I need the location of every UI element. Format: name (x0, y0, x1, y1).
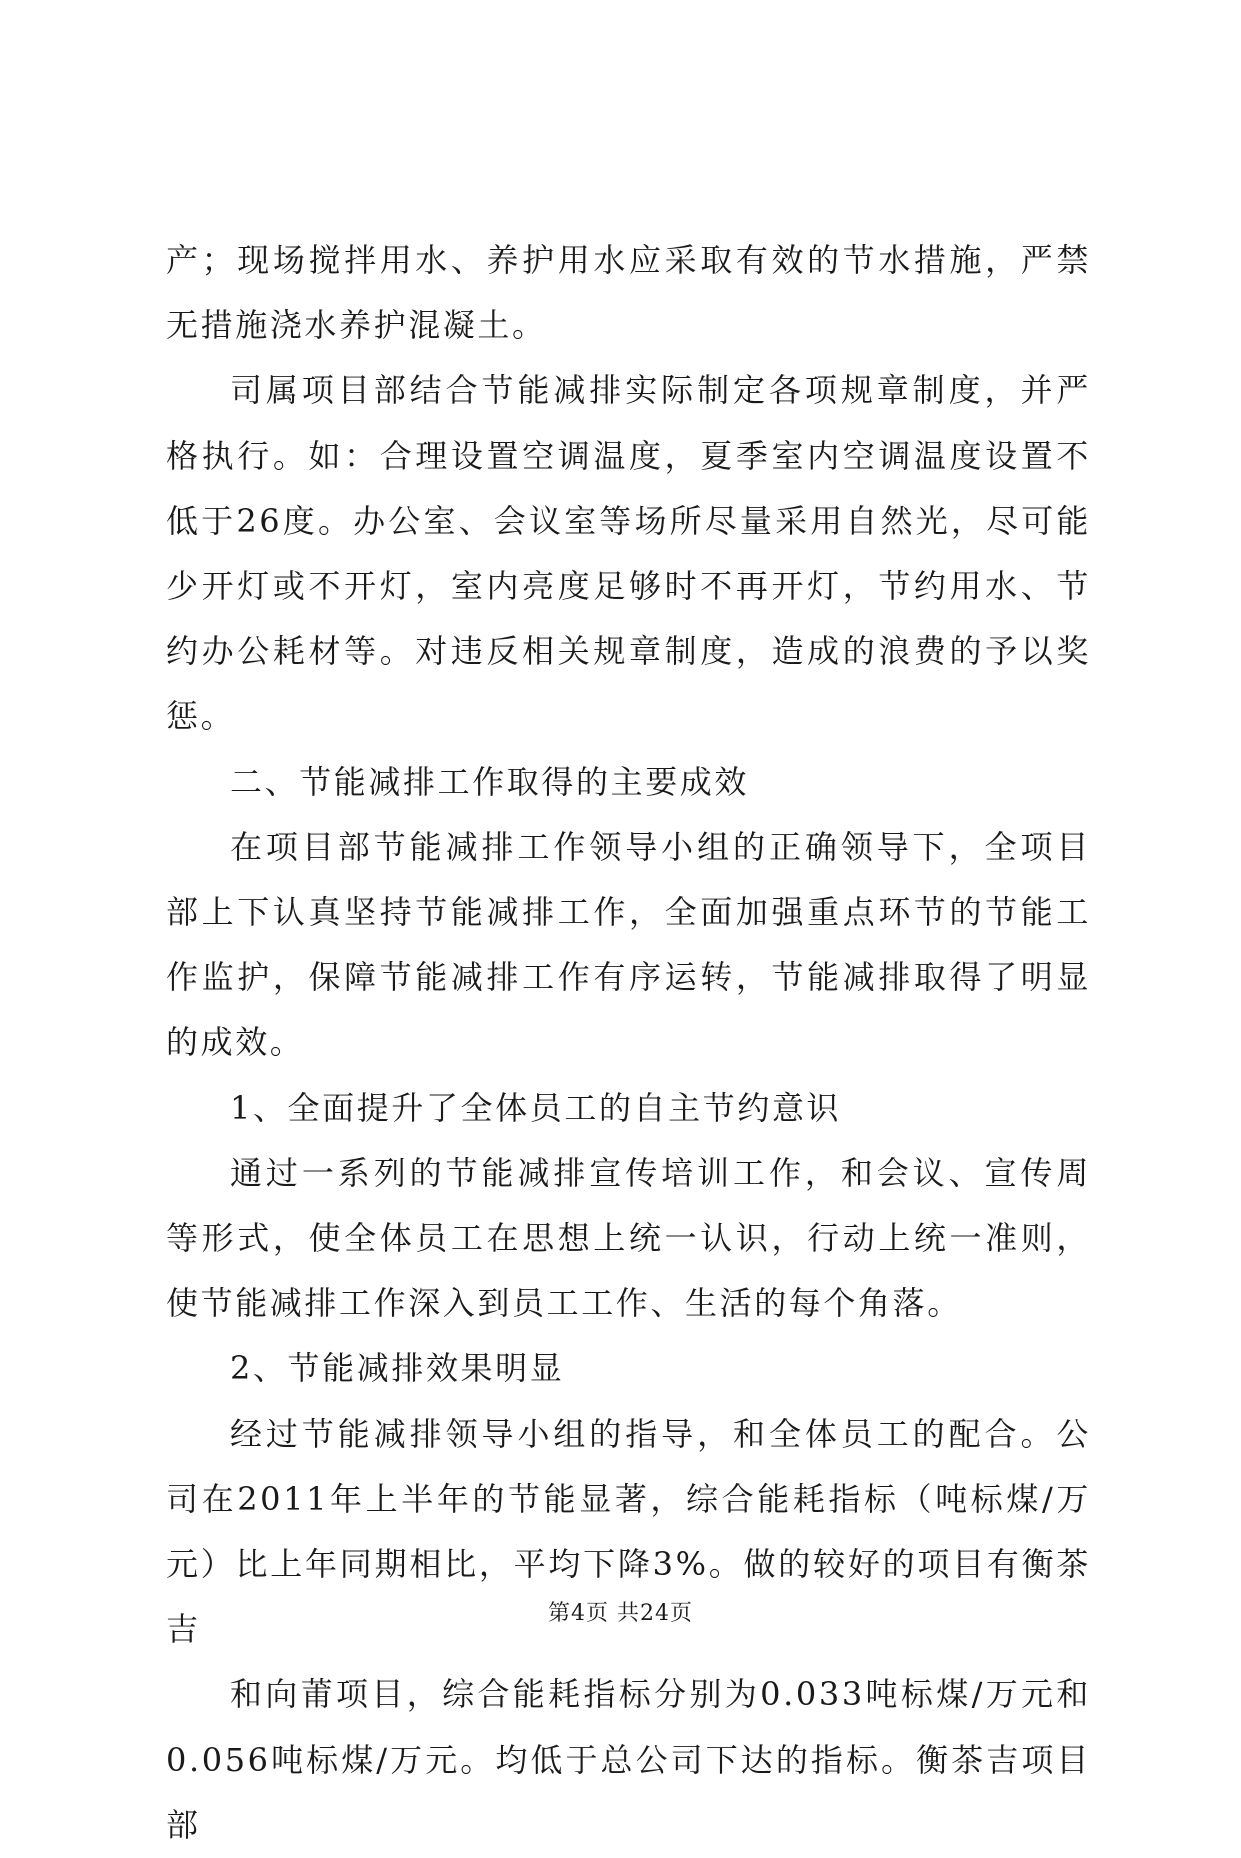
subheading-effect: 2、节能减排效果明显 (230, 1349, 565, 1388)
subheading-awareness: 1、全面提升了全体员工的自主节约意识 (230, 1088, 842, 1127)
paragraph-project-indicators: 和向莆项目，综合能耗指标分别为0.033吨标煤/万元和0.056吨标煤/万元。均低于总公司下达的指标。衡茶吉项目部 (166, 1675, 1091, 1844)
paragraph-continuation: 产；现场搅拌用水、养护用水应采取有效的节水措施，严禁无措施浇水养护混凝土。 (166, 241, 1091, 345)
paragraph-leadership: 在项目部节能减排工作领导小组的正确领导下，全项目部上下认真坚持节能减排工作，全面加强重点环节的节能工作监护，保障节能减排工作有序运转，节能减排取得了明显的成效。 (166, 827, 1091, 1062)
page-number-footer: 第4页 共24页 (548, 1601, 693, 1626)
paragraph-energy-stats: 经过节能减排领导小组的指导，和全体员工的配合。公司在2011年上半年的节能显著，综合能耗指标（吨标煤/万元）比上年同期相比，平均下降3%。做的较好的项目有衡茶吉 (166, 1414, 1091, 1649)
paragraph-training: 通过一系列的节能减排宣传培训工作，和会议、宣传周等形式，使全体员工在思想上统一认识，行动上统一准则，使节能减排工作深入到员工工作、生活的每个角落。 (166, 1153, 1091, 1323)
section-heading-results: 二、节能减排工作取得的主要成效 (230, 762, 750, 801)
paragraph-regulations: 司属项目部结合节能减排实际制定各项规章制度，并严格执行。如：合理设置空调温度，夏季室内空调温度设置不低于26度。办公室、会议室等场所尽量采用自然光，尽可能少开灯或不开灯，室内亮度足够时不再开灯，节约用水、节约办公耗材等。对违反相关规章制度，造成的浪费的予以奖惩。 (166, 371, 1091, 736)
